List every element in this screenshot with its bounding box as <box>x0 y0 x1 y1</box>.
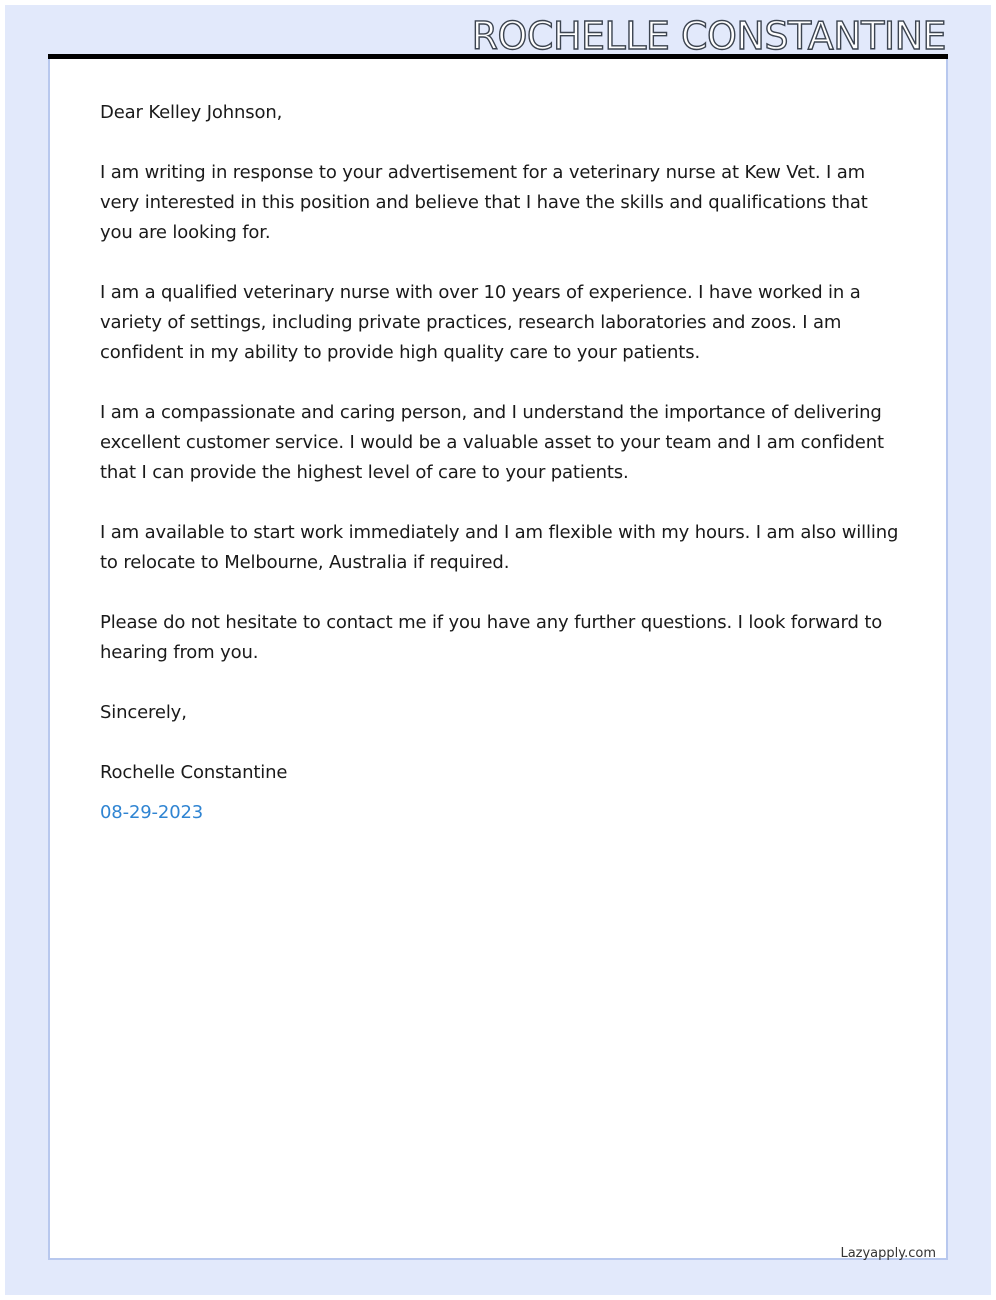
paragraph-5: Please do not hesitate to contact me if you have any further questions. I look forward to hearing from you. <box>100 612 883 663</box>
paragraph-2: I am a qualified veterinary nurse with over 10 years of experience. I have worked in a variety of settings, including private practices, research laboratories and zoos. I am confident in my ability to provide high quality care to your patients. <box>100 282 861 363</box>
paragraph-4: I am available to start work immediately and I am flexible with my hours. I am also willing to relocate to Melbourne, Australia if required. <box>100 522 899 573</box>
salutation: Dear Kelley Johnson, <box>100 102 283 123</box>
letter-date: 08-29-2023 <box>100 802 204 823</box>
footer-brand: Lazyapply.com <box>840 1246 936 1261</box>
paragraph-3: I am a compassionate and caring person, and I understand the importance of delivering excellent customer service. I would be a valuable asset to your team and I am confident that I can provide the highest level of care to your patients. <box>100 402 884 483</box>
cover-letter-body <box>100 98 900 858</box>
signer-name: Rochelle Constantine <box>100 762 288 783</box>
paragraph-1: I am writing in response to your advertisement for a veterinary nurse at Kew Vet. I am very interested in this position and believe that I have the skills and qualifications that you are looking for. <box>100 162 868 243</box>
closing: Sincerely, <box>100 702 187 723</box>
applicant-name-header: ROCHELLE CONSTANTINE <box>471 14 946 58</box>
